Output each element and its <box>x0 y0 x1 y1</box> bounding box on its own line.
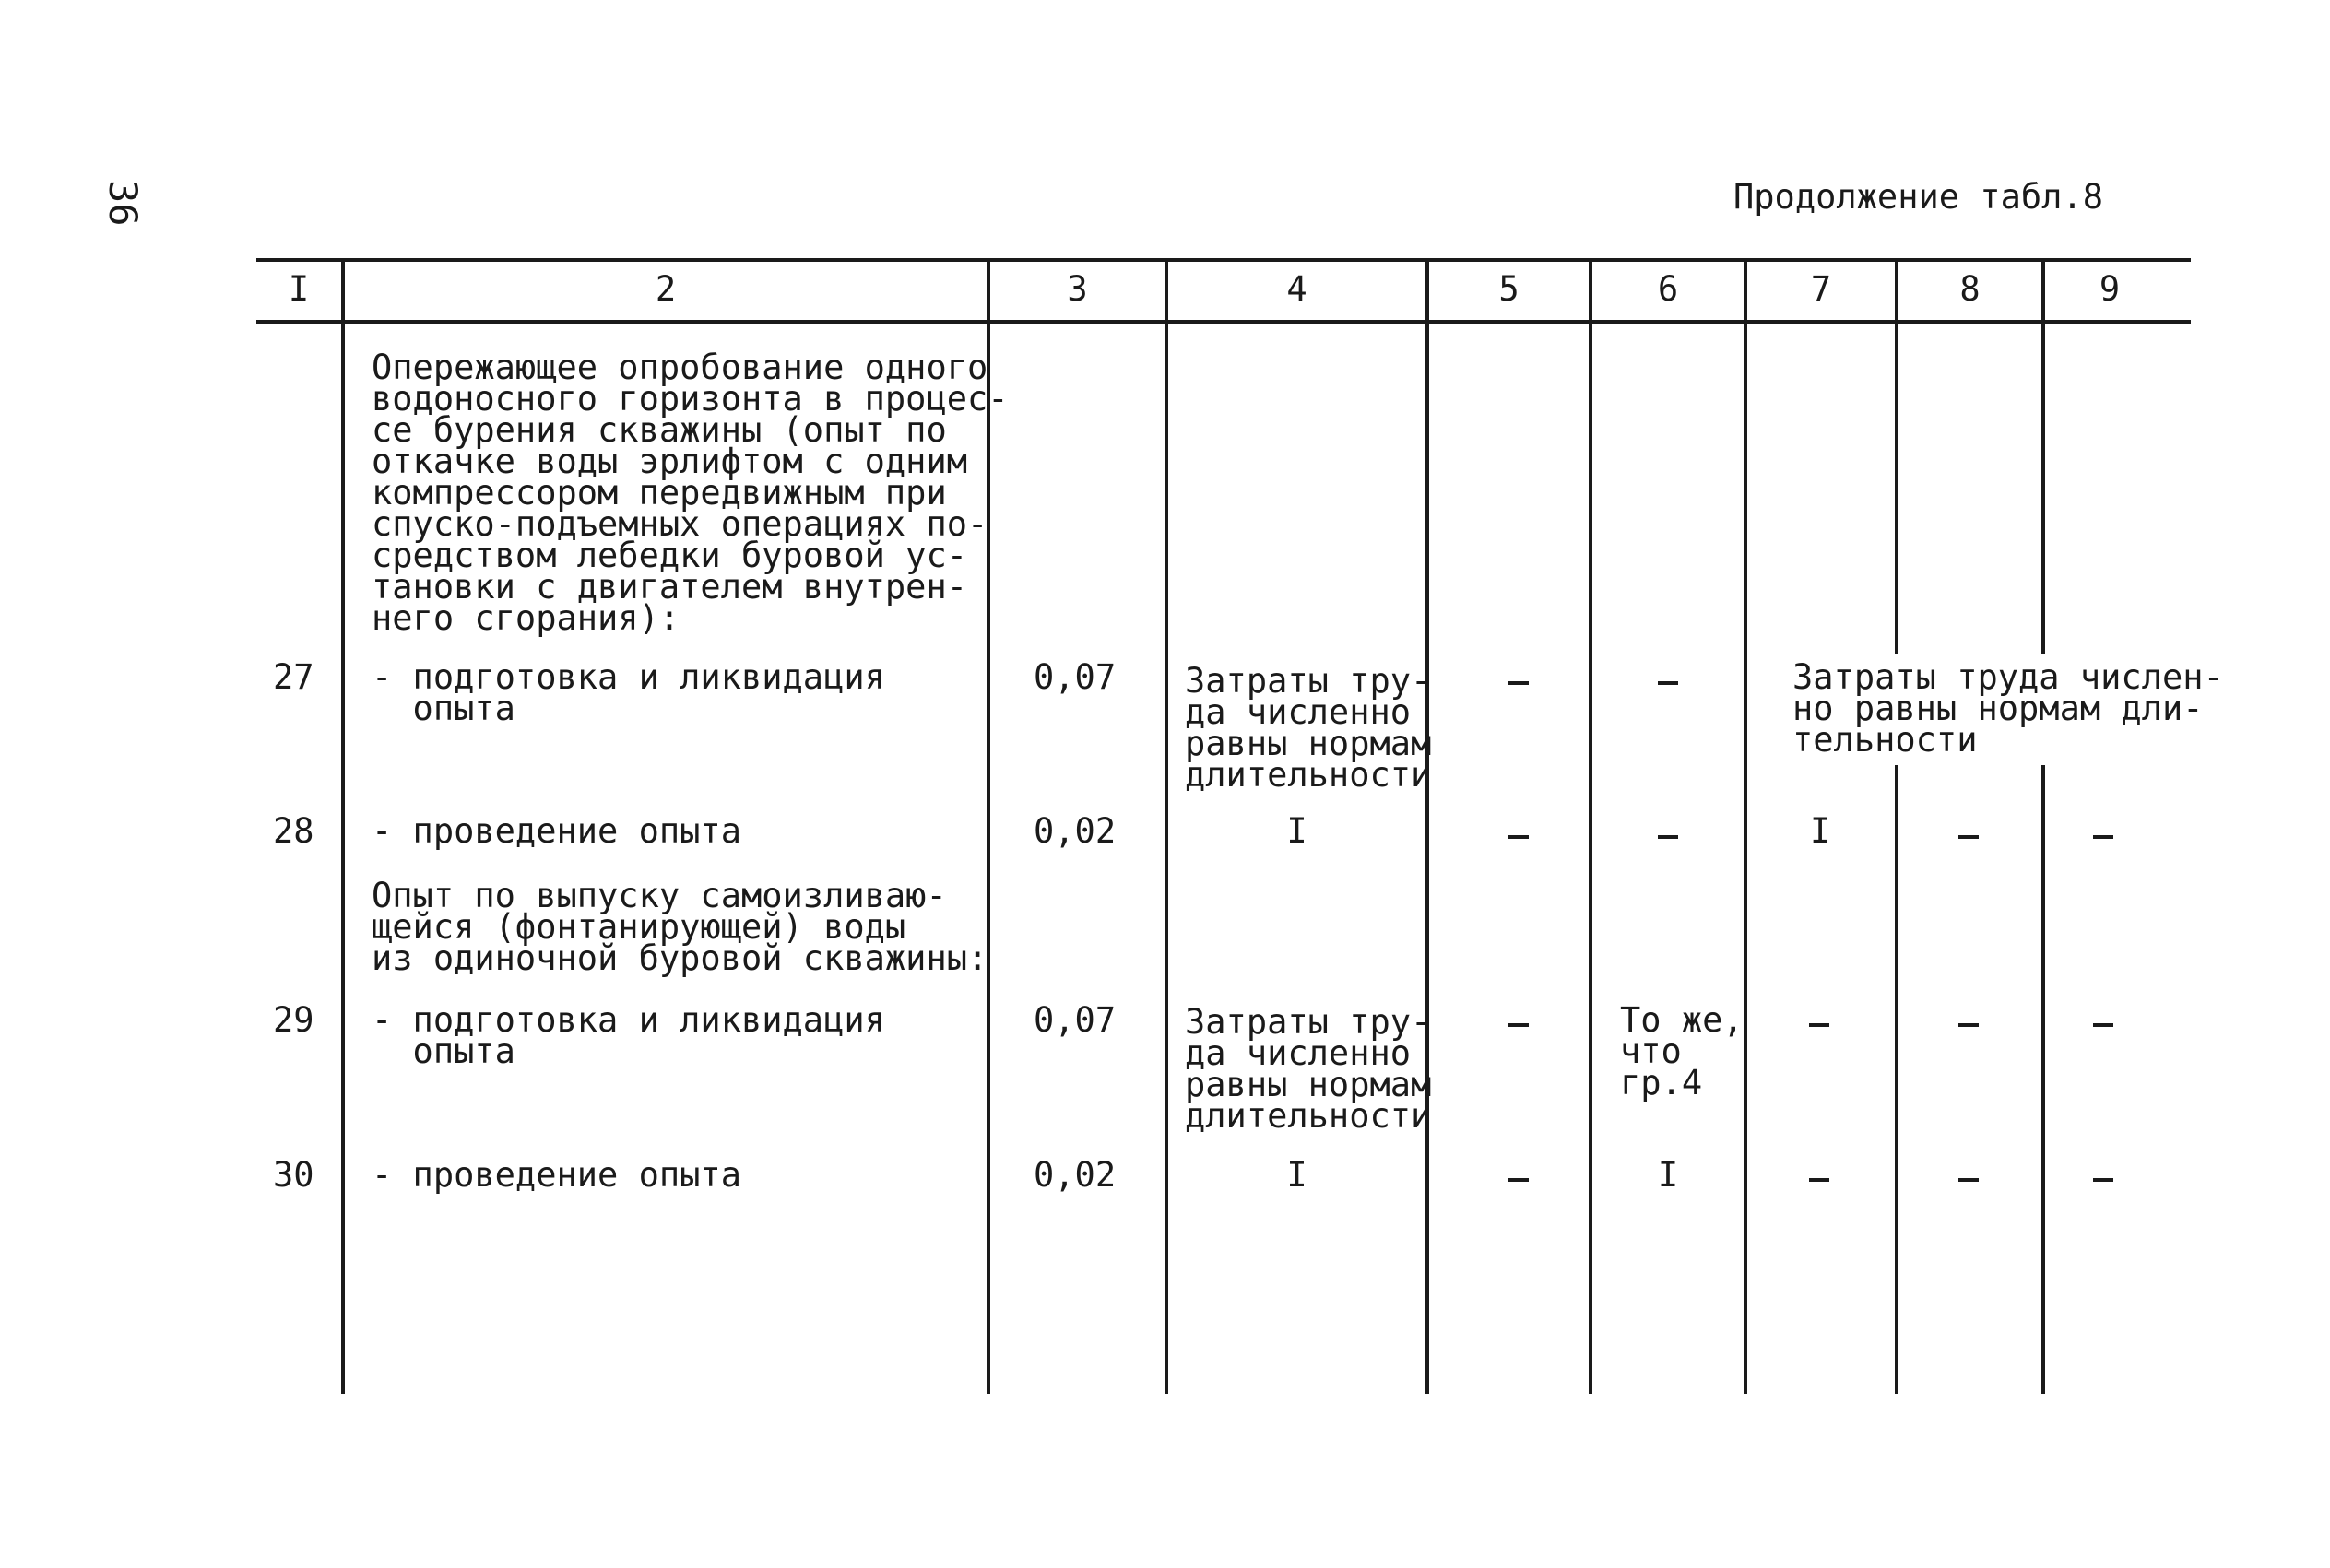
section-heading-1: Опережающее опробование одного водоносного горизонта в процес- се бурения скважины (опыт по откачке воды эрлифтом с одним компрессором передвижным при спуско-подъемных операциях по- средством лебедки буровой ус- тановки с двигателем внутрен- него сгорания): <box>372 348 1009 638</box>
row-29-col3: 0,07 <box>1034 1000 1117 1040</box>
row-27-col6-dash <box>1658 681 1678 685</box>
row-29-col4: Затраты тру- да численно равны нормам длительности <box>1185 1002 1432 1136</box>
header-col-8: 8 <box>1959 269 1981 309</box>
col-divider-7-bottom <box>1895 765 1898 1394</box>
row-30-col7-dash <box>1809 1178 1829 1182</box>
row-27-col7-9-merged: Затраты труда числен- но равны нормам дли- тельности <box>1792 657 2224 760</box>
row-28-col4: I <box>1286 811 1307 851</box>
col-divider-8-bottom <box>2041 765 2045 1394</box>
row-28-col8-dash <box>1958 835 1979 839</box>
row-27-col4: Затраты тру- да численно равны нормам длительности <box>1185 661 1432 795</box>
row-30-col9-dash <box>2093 1178 2113 1182</box>
section-heading-2: Опыт по выпуску самоизливаю- щейся (фонтанирующей) воды из одиночной буровой скважины: <box>372 876 988 978</box>
header-col-3: 3 <box>1067 269 1088 309</box>
header-col-2: 2 <box>655 269 677 309</box>
row-28-name: - проведение опыта <box>372 811 741 851</box>
row-29-col5-dash <box>1508 1023 1529 1027</box>
row-28-number: 28 <box>273 811 314 851</box>
row-29-col9-dash <box>2093 1023 2113 1027</box>
col-divider-7-top <box>1895 258 1898 654</box>
page-number: 36 <box>101 180 146 227</box>
header-col-4: 4 <box>1286 269 1307 309</box>
col-divider-5 <box>1589 258 1592 1394</box>
row-28-col7: I <box>1810 811 1831 851</box>
row-29-name: - подготовка и ликвидация опыта <box>372 1000 885 1071</box>
header-col-9: 9 <box>2099 269 2121 309</box>
row-28-col9-dash <box>2093 835 2113 839</box>
row-29-col6: То же, что гр.4 <box>1620 1000 1744 1102</box>
row-30-col5-dash <box>1508 1178 1529 1182</box>
row-27-col5-dash <box>1508 681 1529 685</box>
row-27-col3: 0,07 <box>1034 657 1117 697</box>
row-30-number: 30 <box>273 1155 314 1195</box>
col-divider-6 <box>1744 258 1747 1394</box>
row-30-col4: I <box>1286 1155 1307 1195</box>
header-col-1: I <box>288 269 310 309</box>
row-28-col6-dash <box>1658 835 1678 839</box>
row-30-col3: 0,02 <box>1034 1155 1117 1195</box>
header-bottom-border <box>256 320 2191 324</box>
row-30-col8-dash <box>1958 1178 1979 1182</box>
row-29-col8-dash <box>1958 1023 1979 1027</box>
table-top-border <box>256 258 2191 262</box>
row-29-col7-dash <box>1809 1023 1829 1027</box>
row-27-number: 27 <box>273 657 314 697</box>
row-29-number: 29 <box>273 1000 314 1040</box>
row-28-col3: 0,02 <box>1034 811 1117 851</box>
header-col-7: 7 <box>1810 269 1832 309</box>
col-divider-1 <box>341 258 345 1394</box>
row-28-col5-dash <box>1508 835 1529 839</box>
row-27-name: - подготовка и ликвидация опыта <box>372 657 885 728</box>
col-divider-4 <box>1425 258 1429 1394</box>
header-col-5: 5 <box>1498 269 1520 309</box>
col-divider-8-top <box>2041 258 2045 654</box>
header-col-6: 6 <box>1657 269 1679 309</box>
table-caption: Продолжение табл.8 <box>1733 177 2103 217</box>
row-30-name: - проведение опыта <box>372 1155 741 1195</box>
row-30-col6: I <box>1657 1155 1679 1195</box>
